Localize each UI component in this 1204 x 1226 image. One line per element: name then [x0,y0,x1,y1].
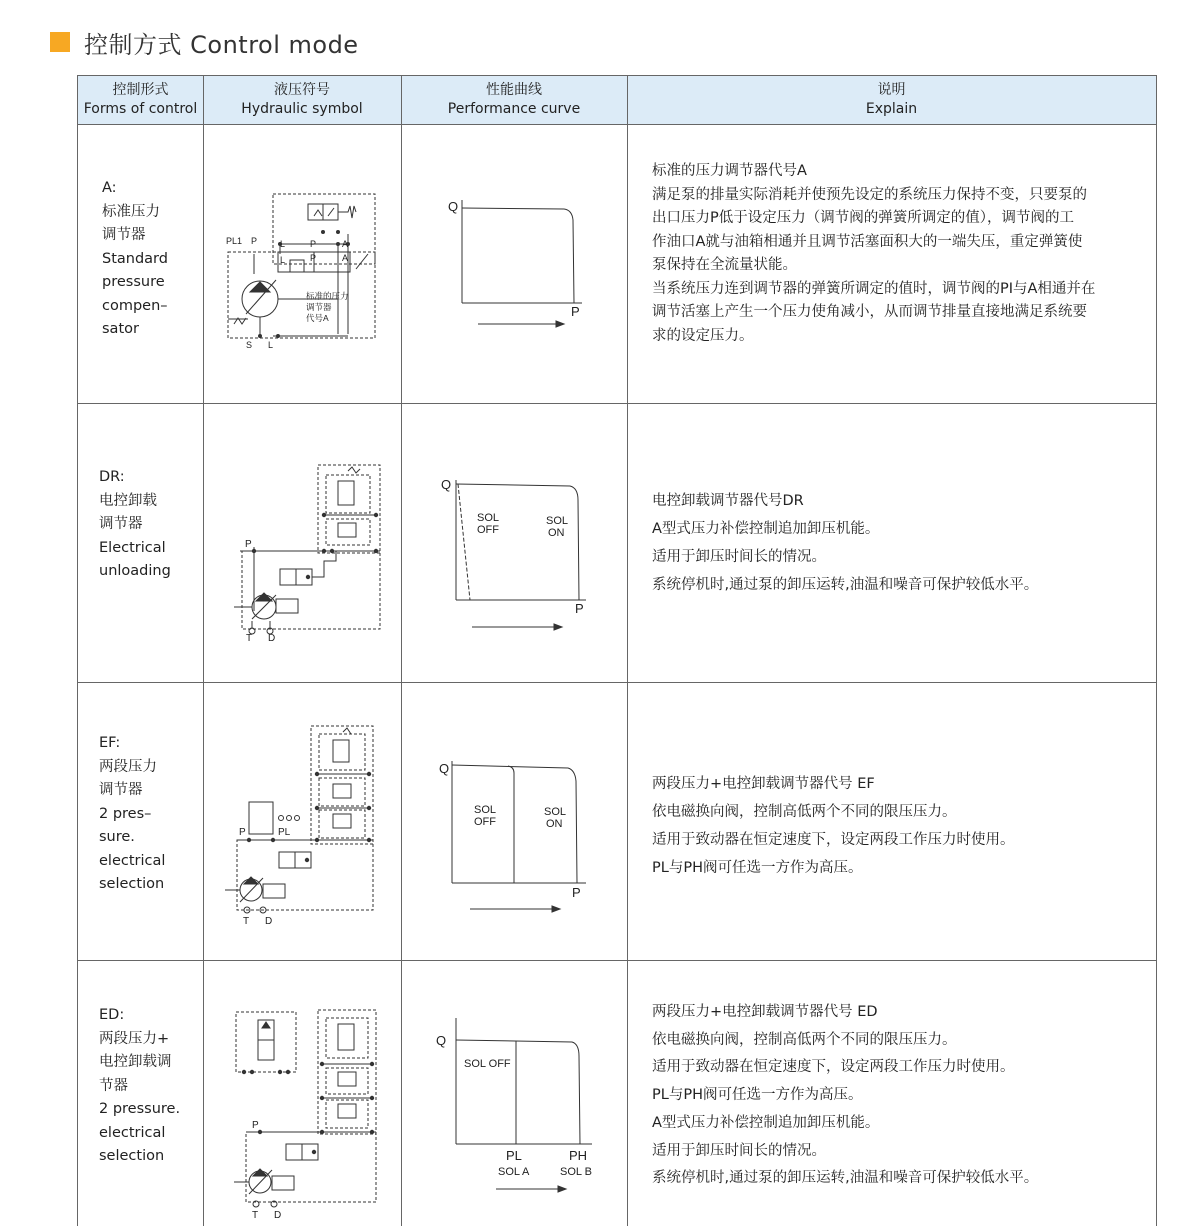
form-line: ED: [99,1007,125,1023]
row-dr-performance-curve [436,474,606,636]
curve-label: SOL [544,806,567,818]
explain-line: 求的设定压力。 [652,327,754,344]
column-divider [627,76,628,1226]
explain-line: 系统停机时,通过泵的卸压运转,油温和噪音可保护较低水平。 [652,577,1039,593]
curve-label: P [571,304,580,319]
symbol-label: T [243,916,250,927]
curve-label: Q [439,761,450,776]
form-line: 2 pressure. [99,1101,181,1117]
row-a-performance-curve [438,194,598,334]
symbol-note: 标准的压力 [306,291,349,301]
symbol-note: 调节器 [306,302,332,312]
row-ef-performance-curve [436,759,606,914]
form-line: 电控卸载 [99,492,157,509]
form-line: electrical [99,852,166,869]
header-cn: 液压符号 [274,82,330,98]
symbol-note: 代号A [306,313,329,323]
form-line: 调节器 [99,782,143,798]
explain-line: 作油口A就与油箱相通并且调节活塞面积大的一端失压，重定弹簧使 [652,233,1083,250]
curve-label: OFF [477,524,499,536]
form-line: unloading [99,563,171,579]
form-line: 两段压力 [99,758,157,775]
curve-label: PH [569,1148,588,1163]
curve-label: SOL OFF [464,1058,511,1070]
form-line: A: [102,180,117,196]
symbol-label: PL [278,827,291,838]
form-line: Electrical [99,539,166,556]
symbol-label: P [310,253,317,263]
row-ed-explain [652,999,1132,1193]
explain-line: 依电磁换向阀，控制高低两个不同的限压压力。 [652,1031,957,1048]
curve-label: Q [436,1033,447,1048]
explain-line: A型式压力补偿控制追加卸压机能。 [652,521,880,537]
row-divider [78,682,1156,683]
explain-line: 标准的压力调节器代号A [652,163,807,179]
symbol-label: L [280,239,286,249]
table-header [78,76,1156,125]
row-dr-explain [652,487,1132,599]
header-curve [401,76,627,124]
explain-line: PL与PH阀可任选一方作为高压。 [652,860,863,876]
page-title: 控制方式 Control mode [84,30,359,59]
curve-label: Q [441,477,452,492]
curve-label: PL [506,1148,522,1163]
symbol-label: A [342,239,349,249]
symbol-label: P [252,1120,259,1131]
explain-line: 适用于卸压时间长的情况。 [652,1142,826,1159]
form-line: selection [99,876,165,892]
curve-label: P [575,601,584,616]
explain-line: 两段压力+电控卸载调节器代号 EF [652,776,875,792]
curve-label: SOL A [498,1166,530,1178]
row-a-hydraulic-symbol [218,184,388,354]
header-forms [78,76,203,124]
row-ed-form [99,1004,180,1169]
section-title [50,26,359,58]
row-dr-hydraulic-symbol [228,461,388,641]
symbol-label: P [245,539,252,550]
row-ef-hydraulic-symbol [223,722,383,930]
symbol-label: P [310,239,317,249]
header-explain [627,76,1156,124]
column-divider [401,76,402,1226]
header-cn: 性能曲线 [486,82,542,98]
explain-line: PL与PH阀可任选一方作为高压。 [652,1087,863,1104]
form-line: sure. [99,829,135,845]
header-cn: 控制形式 [112,82,169,98]
form-line: 两段压力+ [99,1030,170,1047]
header-en: Forms of control [83,101,198,117]
row-ed-hydraulic-symbol [226,1006,386,1220]
curve-label: SOL B [560,1166,592,1178]
form-line: EF: [99,735,121,751]
symbol-label: T [246,633,253,641]
curve-label: ON [546,818,563,830]
explain-line: 泵保持在全流量状能。 [652,257,797,273]
explain-line: 出口压力P低于设定压力（调节阀的弹簧所调定的值），调节阀的工 [652,210,1074,226]
explain-line: 满足泵的排量实际消耗并使预先设定的系统压力保持不变，只要泵的 [652,186,1087,203]
symbol-label: A [342,253,349,263]
curve-label: SOL [474,804,497,816]
form-line: 电控卸载调 [99,1054,172,1070]
curve-label: ON [548,527,565,539]
curve-label: Q [448,199,459,214]
explain-line: 适用于致动器在恒定速度下，设定两段工作压力时使用。 [652,1059,1015,1076]
curve-label: OFF [474,816,496,828]
row-a-explain [652,160,1132,348]
curve-label: P [572,885,581,900]
orange-square-icon [50,32,70,52]
symbol-label: PL1 [226,236,243,246]
explain-line: 适用于卸压时间长的情况。 [652,549,826,565]
explain-line: 调节活塞上产生一个压力使角减小，从而调节排量直接地满足系统要 [652,304,1087,320]
symbol-label: T [252,1210,259,1220]
header-en: Performance curve [447,101,581,117]
header-symbol [203,76,401,124]
row-dr-form [99,466,171,584]
form-line: 2 pres– [99,805,152,822]
form-line: electrical [99,1124,166,1141]
control-mode-table [77,75,1157,1226]
symbol-label: L [268,340,274,350]
curve-label: SOL [477,512,500,524]
form-line: pressure [102,274,165,290]
symbol-label: D [268,633,276,641]
form-line: selection [99,1148,165,1164]
explain-line: 依电磁换向阀，控制高低两个不同的限压压力。 [652,804,957,820]
symbol-label: D [265,916,273,927]
form-line: Standard [102,250,168,267]
explain-line: 两段压力+电控卸载调节器代号 ED [652,1004,878,1020]
header-en: Explain [865,101,918,117]
form-line: 调节器 [99,516,143,532]
explain-line: A型式压力补偿控制追加卸压机能。 [652,1114,880,1131]
column-divider [203,76,204,1226]
row-ef-explain [652,770,1132,882]
symbol-label: L [280,255,286,265]
row-a-form [102,177,168,342]
header-en: Hydraulic symbol [241,101,363,117]
explain-line: 系统停机时,通过泵的卸压运转,油温和噪音可保护较低水平。 [652,1170,1039,1187]
symbol-label: P [239,827,246,838]
symbol-label: D [274,1210,282,1220]
explain-line: 适用于致动器在恒定速度下，设定两段工作压力时使用。 [652,832,1015,848]
explain-line: 当系统压力连到调节器的弹簧所调定的值时，调节阀的PI与A相通并在 [652,280,1096,297]
form-line: sator [102,321,139,337]
row-ed-performance-curve [436,1014,606,1200]
row-ef-form [99,732,165,897]
form-line: 标准压力 [102,203,160,220]
row-divider [78,960,1156,961]
form-line: 节器 [99,1077,128,1094]
header-cn: 说明 [877,82,906,98]
explain-line: 电控卸载调节器代号DR [652,493,804,509]
symbol-label: S [246,340,253,350]
curve-label: SOL [546,515,569,527]
form-line: DR: [99,469,125,485]
row-divider [78,403,1156,404]
form-line: 调节器 [102,227,146,243]
form-line: compen– [102,297,168,314]
symbol-label: P [251,236,258,246]
